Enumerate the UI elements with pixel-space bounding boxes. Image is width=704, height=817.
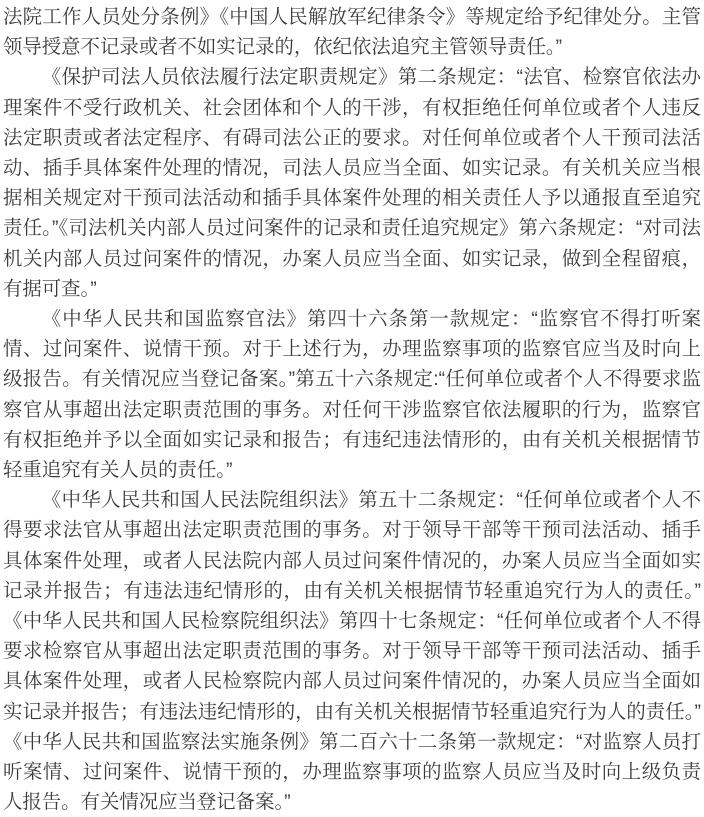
legal-paragraph-courts-procuratorates-law: 《中华人民共和国人民法院组织法》第五十二条规定：“任何单位或者个人不得要求法官从事超出法定职责范围的事务。对于领导干部等干预司法活动、插手具体案件处理，或者人民法院内部人员过问案件情况的，办案人员应当全面如实记录并报告；有违法违纪情形的，由有关机关根据情节轻重追究行为人的责任。”《中华人民共和国人民检察院组织法》第四十七条规定：“任何单位或者个人不得要求检察官从事超出法定职责范围的事务。对于领导干部等干预司法活动、插手具体案件处理，或者人民检察院内部人员过问案件情况的，办案人员应当全面如实记录并报告；有违法违纪情形的，由有关机关根据情节轻重追究行为人的责任。”《中华人民共和国监察法实施条例》第二百六十二条第一款规定：“对监察人员打听案情、过问案件、说情干预的，办理监察事项的监察人员应当及时向上级负责人报告。有关情况应当登记备案。”	[3, 489, 701, 814]
legal-paragraph-supervisors-law: 《中华人民共和国监察官法》第四十六条第一款规定：“监察官不得打听案情、过问案件、说情干预。对于上述行为，办理监察事项的监察官应当及时向上级报告。有关情况应当登记备案。”第五十六条规定:“任何单位或者个人不得要求监察官从事超出法定职责范围的事务。对任何干涉监察官依法履职的行为，监察官有权拒绝并予以全面如实记录和报告；有违纪违法情形的，由有关机关根据情节轻重追究有关人员的责任。”	[3, 308, 701, 482]
legal-paragraph-continuation: 法院工作人员处分条例》《中国人民解放军纪律条令》等规定给予纪律处分。主管领导授意不记录或者不如实记录的，依纪依法追究主管领导责任。”	[3, 6, 701, 59]
legal-paragraph-protection-regulation: 《保护司法人员依法履行法定职责规定》第二条规定：“法官、检察官依法办理案件不受行政机关、社会团体和个人的干涉，有权拒绝任何单位或者个人违反法定职责或者法定程序、有碍司法公正的要求。对任何单位或者个人干预司法活动、插手具体案件处理的情况，司法人员应当全面、如实记录。有关机关应当根据相关规定对干预司法活动和插手具体案件处理的相关责任人予以通报直至追究责任。”《司法机关内部人员过问案件的记录和责任追究规定》第六条规定：“对司法机关内部人员过问案件的情况，办案人员应当全面、如实记录，做到全程留痕，有据可查。”	[3, 66, 701, 300]
legal-document-body	[3, 2, 701, 817]
